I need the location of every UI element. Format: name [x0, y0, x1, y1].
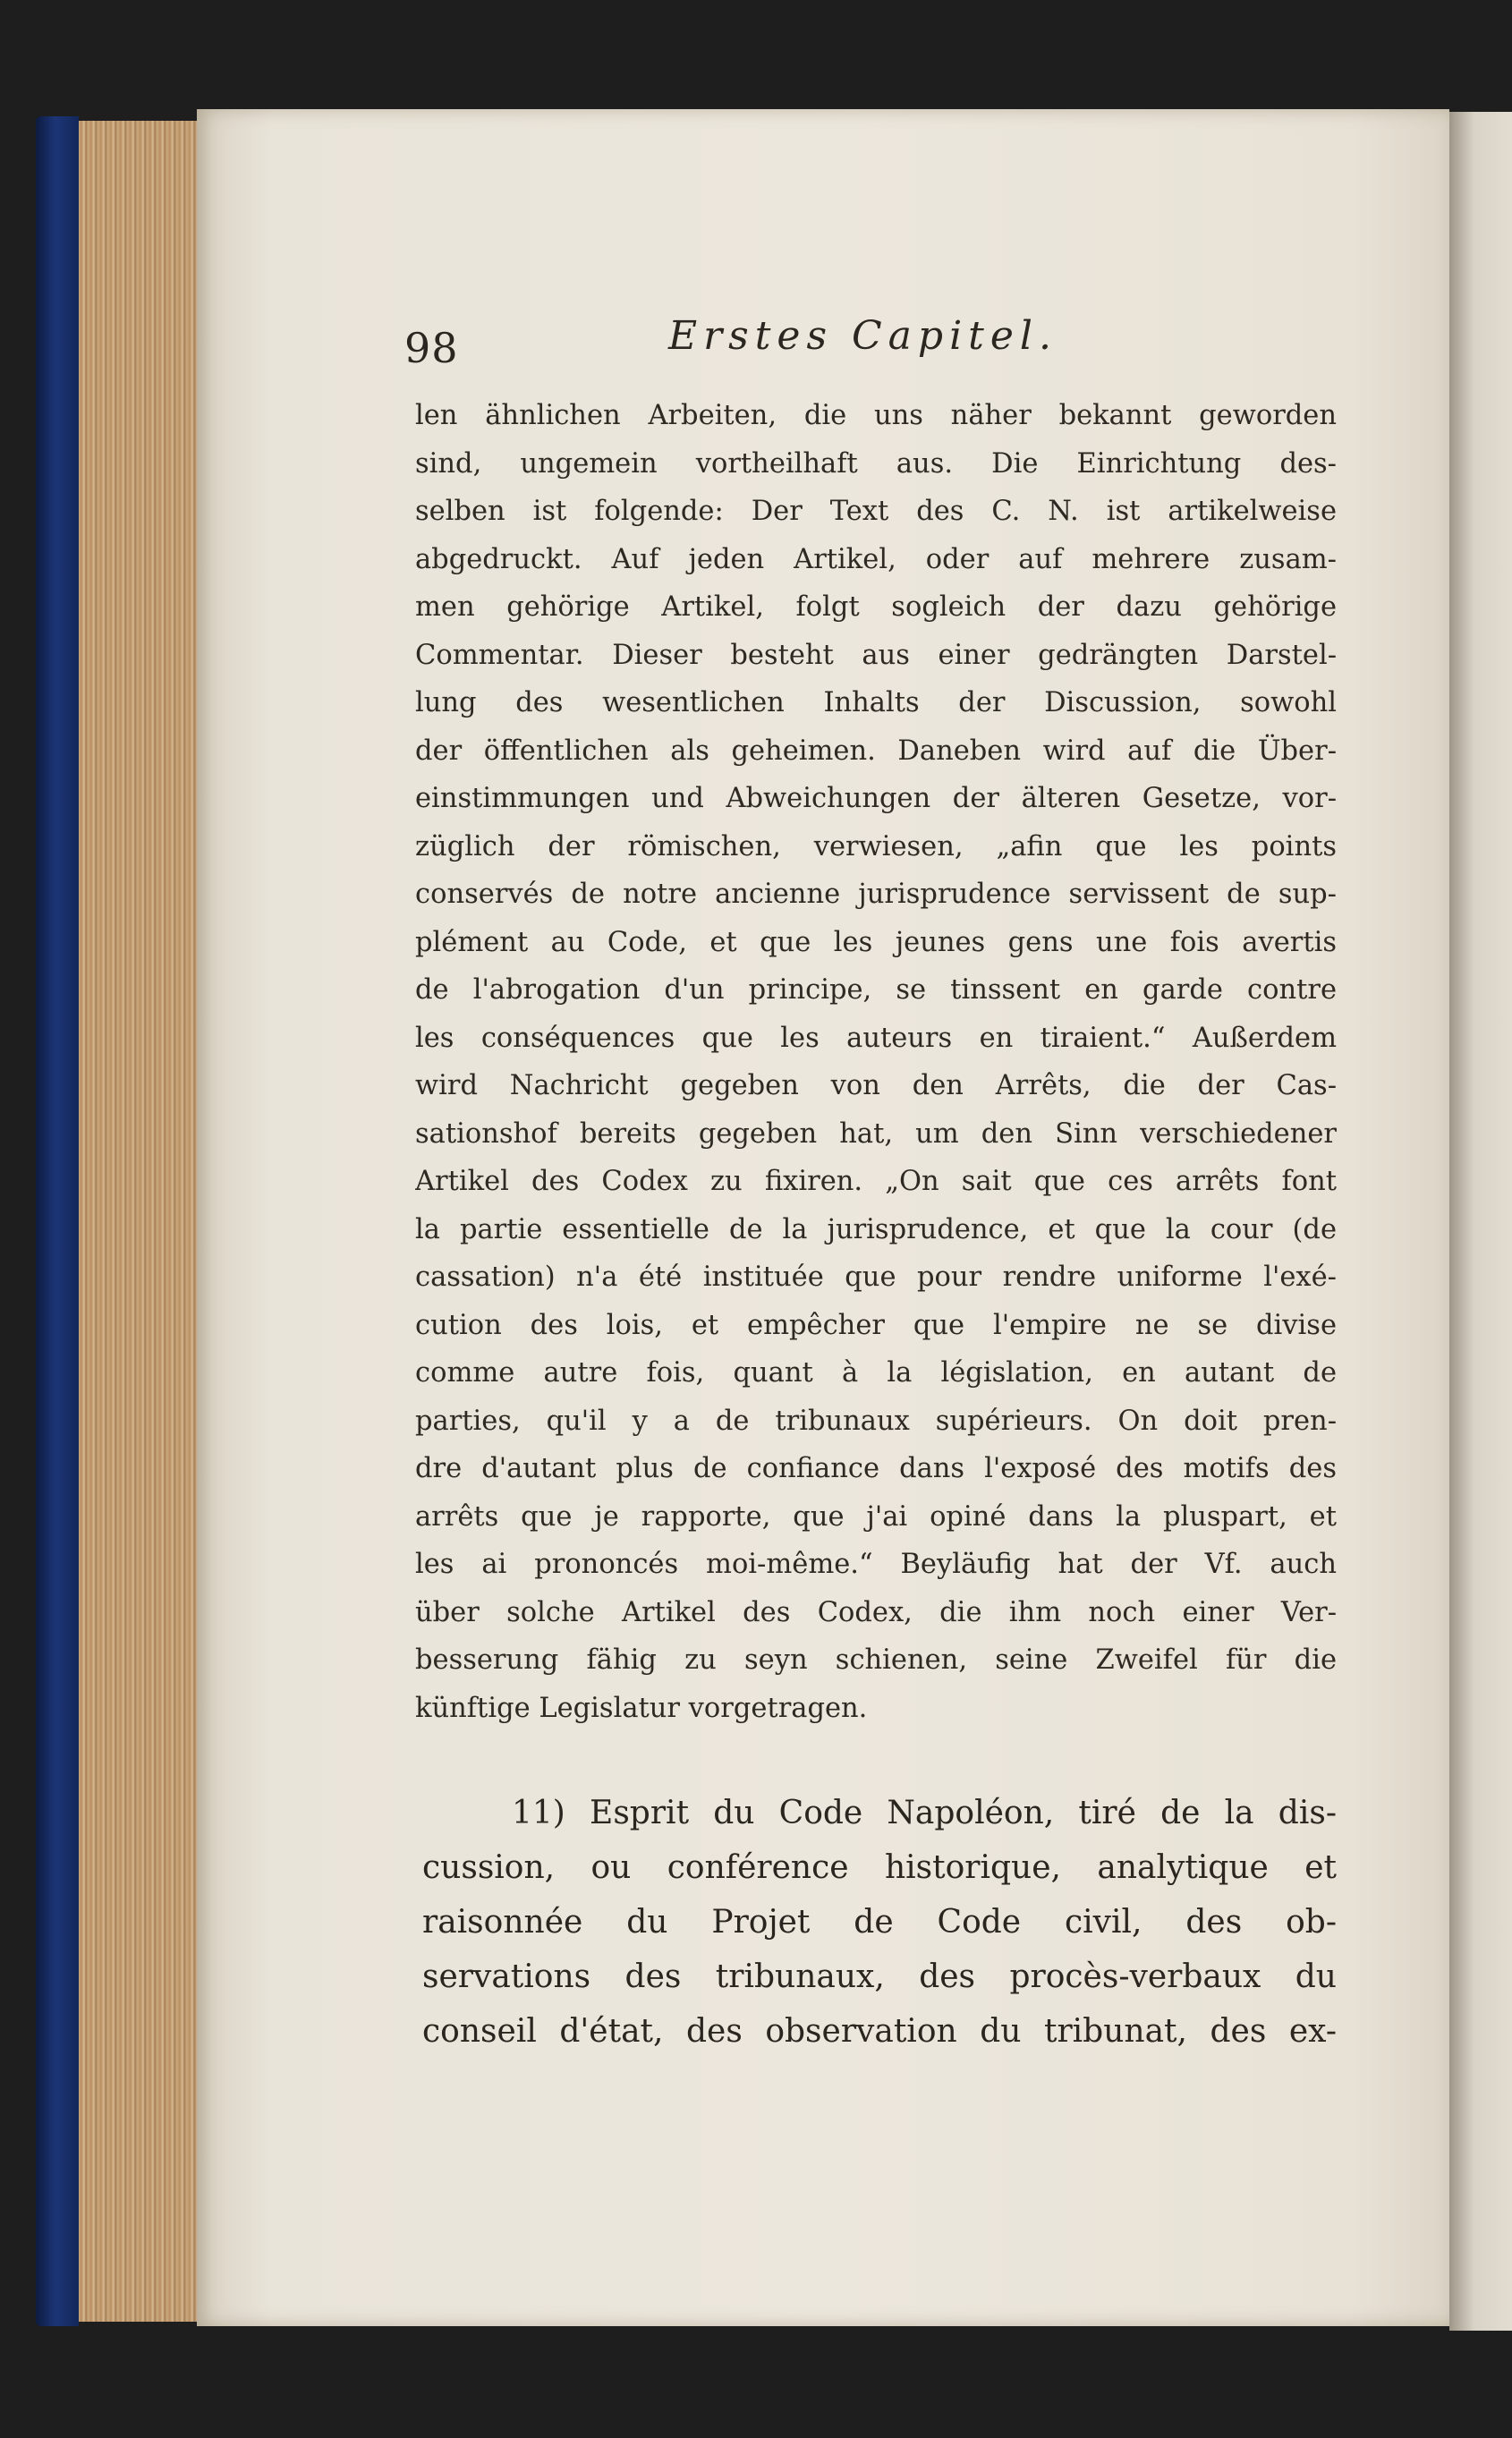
- text-line: selben ist folgende: Der Text des C. N. ist artikelweise: [415, 496, 1337, 527]
- text-line: les ai prononcés moi-même.“ Beyläufig hat der Vf. auch: [415, 1549, 1337, 1580]
- running-title: Erstes Capitel.: [668, 313, 1058, 359]
- text-line: de l'abrogation d'un principe, se tinssent en garde contre: [415, 974, 1337, 1006]
- text-line: Artikel des Codex zu fixiren. „On sait que ces arrêts font: [415, 1166, 1337, 1197]
- text-line: einstimmungen und Abweichungen der älteren Gesetze, vor-: [415, 783, 1337, 814]
- text-line: len ähnlichen Arbeiten, die uns näher bekannt geworden: [415, 400, 1337, 431]
- book-cover-edge: [36, 116, 79, 2326]
- bibliography-entry-11: [422, 1786, 1337, 2059]
- text-line: arrêts que je rapporte, que j'ai opiné dans la pluspart, et: [415, 1500, 1337, 1533]
- entry-line: servations des tribunaux, des procès-verbaux du: [422, 1958, 1337, 1995]
- text-line: züglich der römischen, verwiesen, „afin que les points: [415, 830, 1337, 862]
- body-paragraph: [415, 392, 1337, 1732]
- text-line: sationshof bereits gegeben hat, um den Sinn verschiedener: [415, 1117, 1337, 1150]
- entry-line: conseil d'état, des observation du tribunat, des ex-: [422, 2013, 1337, 2050]
- text-line: cution des lois, et empêcher que l'empire ne se divise: [415, 1309, 1337, 1341]
- text-line: dre d'autant plus de confiance dans l'exposé des motifs des: [415, 1453, 1337, 1484]
- text-line: les conséquences que les auteurs en tiraient.“ Außerdem: [415, 1022, 1337, 1054]
- page-number: 98: [404, 324, 459, 372]
- text-line: cassation) n'a été instituée que pour rendre uniforme l'exé-: [415, 1261, 1337, 1293]
- text-line: sind, ungemein vortheilhaft aus. Die Einrichtung des-: [415, 447, 1337, 480]
- text-line: comme autre fois, quant à la législation, en autant de: [415, 1357, 1337, 1389]
- text-line: über solche Artikel des Codex, die ihm noch einer Ver-: [415, 1596, 1337, 1628]
- text-line: Commentar. Dieser besteht aus einer gedrängten Darstel-: [415, 639, 1337, 671]
- entry-line: 11) Esprit du Code Napoléon, tiré de la dis-: [512, 1795, 1337, 1831]
- text-line: lung des wesentlichen Inhalts der Discussion, sowohl: [415, 687, 1337, 718]
- text-line: der öffentlichen als geheimen. Daneben wird auf die Über-: [415, 735, 1337, 767]
- entry-line: cussion, ou conférence historique, analytique et: [422, 1849, 1337, 1886]
- page-header: [404, 313, 1335, 376]
- text-line: künftige Legislatur vorgetragen.: [415, 1692, 868, 1724]
- text-line: la partie essentielle de la jurisprudence, et que la cour (de: [415, 1213, 1337, 1245]
- text-line: besserung fähig zu seyn schienen, seine Zweifel für die: [415, 1644, 1337, 1676]
- text-line: conservés de notre ancienne jurisprudence servissent de sup-: [415, 879, 1337, 910]
- text-line: parties, qu'il y a de tribunaux supérieurs. On doit pren-: [415, 1405, 1337, 1437]
- text-line: men gehörige Artikel, folgt sogleich der dazu gehörige: [415, 591, 1337, 623]
- entry-line: raisonnée du Projet de Code civil, des ob-: [422, 1904, 1337, 1941]
- facing-page: [1449, 112, 1512, 2331]
- text-line: wird Nachricht gegeben von den Arrêts, die der Cas-: [415, 1070, 1337, 1101]
- text-line: plément au Code, et que les jeunes gens une fois avertis: [415, 926, 1337, 958]
- text-line: abgedruckt. Auf jeden Artikel, oder auf mehrere zusam-: [415, 543, 1337, 575]
